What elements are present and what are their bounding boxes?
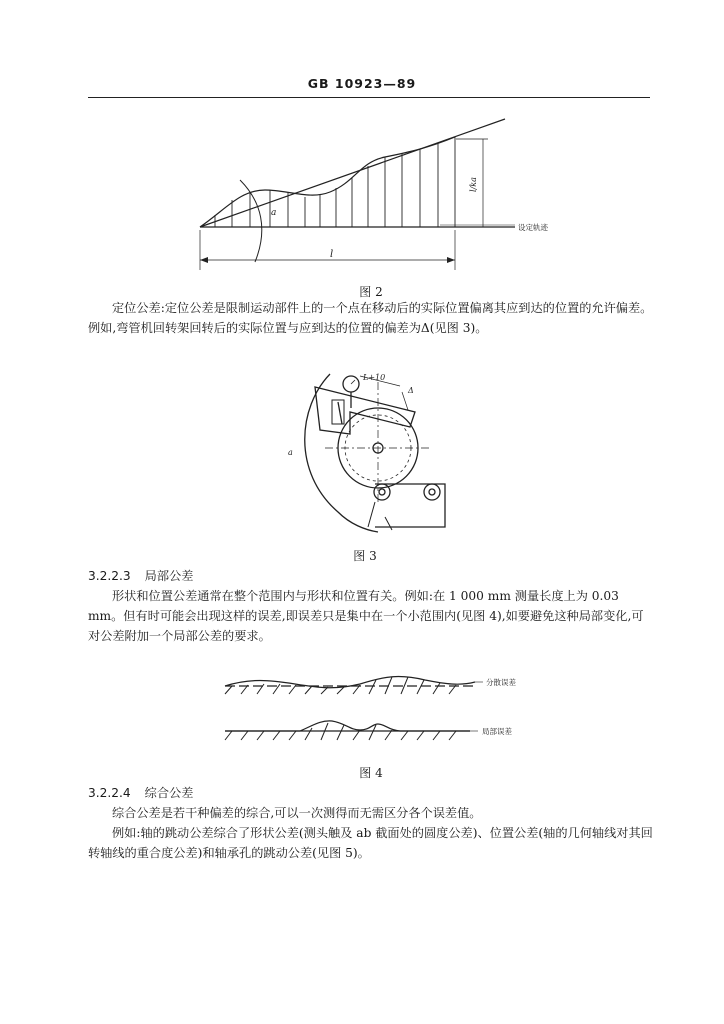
section-heading-3224 <box>88 784 193 801</box>
paragraph-position-tolerance: 定位公差:定位公差是限制运动部件上的一个点在移动后的实际位置偏离其应到达的位置的允许偏差。例如,弯管机回转架回转后的实际位置与应到达的位置的偏差为Δ(见图 3)。 <box>88 301 653 335</box>
paragraph-composite-tolerance-1: 综合公差是若干种偏差的综合,可以一次测得而无需区分各个误差值。 <box>112 806 482 820</box>
paragraph-composite-tolerance-2: 例如:轴的跳动公差综合了形状公差(测头触及 ab 截面处的圆度公差)、位置公差(轴的几何轴线对其回转轴线的重合度公差)和轴承孔的跳动公差(见图 5)。 <box>88 826 653 860</box>
figure-2-caption: 图 2 <box>359 285 383 299</box>
figure-2-diagram <box>170 112 570 277</box>
local-error-curve <box>225 721 470 731</box>
section-number: 3.2.2.4 <box>88 786 131 800</box>
hatch-lines <box>215 137 455 227</box>
paragraph-local-tolerance: 形状和位置公差通常在整个范围内与形状和位置有关。例如:在 1 000 mm 测量长度上为 0.03 mm。但有时可能会出现这样的误差,即误差只是集中在一个小范围内(见图 4),如要避免这种局部变化,可对公差附加一个局部公差的要求。 <box>88 589 644 643</box>
label-l: l <box>330 249 334 260</box>
header-rule <box>88 97 650 98</box>
label-a: a <box>271 208 277 218</box>
label-nominal-track: 设定轨迹 <box>518 223 548 232</box>
label-dispersed-error: 分散误差 <box>486 678 516 687</box>
section-number: 3.2.2.3 <box>88 569 131 583</box>
figure-4-caption: 图 4 <box>359 766 383 780</box>
inclined-line <box>200 119 505 227</box>
label-a-fig3: a <box>288 448 293 457</box>
figure-3-caption: 图 3 <box>353 549 377 563</box>
label-tolerance: l/ka <box>469 177 478 192</box>
label-local-error: 局部误差 <box>482 727 512 736</box>
label-delta: Δ <box>408 386 414 395</box>
section-title: 局部公差 <box>144 569 194 583</box>
document-header-code: GB 10923—89 <box>307 76 417 91</box>
label-L-plus-10: L+10 <box>363 373 386 382</box>
section-heading-3223 <box>88 567 193 584</box>
figure-3-diagram <box>280 362 470 542</box>
figure-4-diagram <box>220 668 560 753</box>
section-title: 综合公差 <box>144 786 194 800</box>
